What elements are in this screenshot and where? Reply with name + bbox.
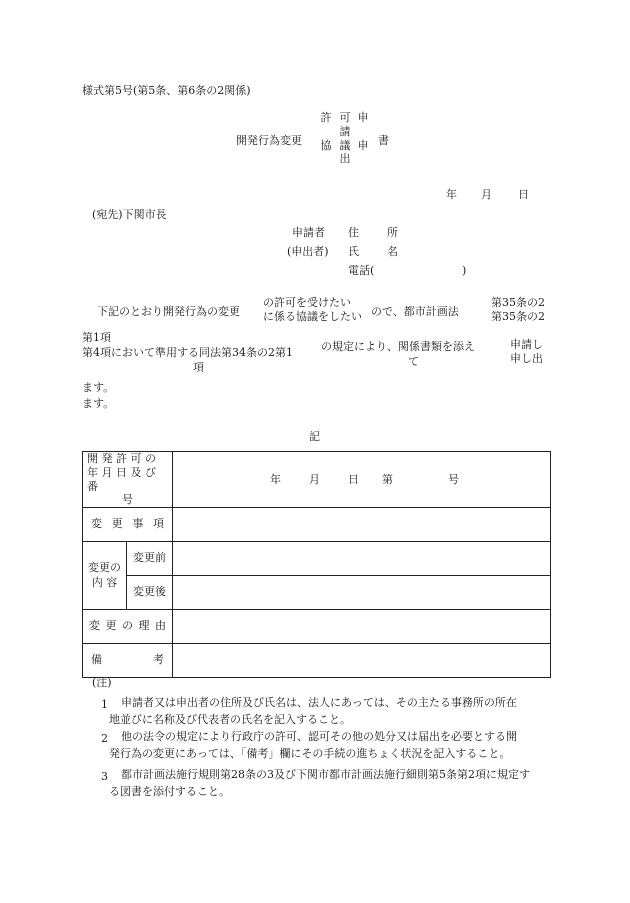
body-end-1: ます。	[82, 381, 115, 394]
addressee: (宛先)下関市長	[92, 208, 167, 221]
choice-option: の許可を受けたい	[263, 296, 351, 309]
label-char: 項	[153, 517, 165, 531]
permit-month: 月	[309, 472, 321, 486]
form-number: 様式第5号(第5条、第6条の2関係)	[82, 84, 251, 97]
name-label-1: 氏	[348, 245, 359, 258]
label-char: 事	[132, 517, 144, 531]
title-char: 請	[339, 124, 351, 138]
table-row	[83, 610, 551, 644]
note-text: 申請者又は申出者の住所及び氏名は、法人にあっては、その主たる事務所の所在	[121, 696, 517, 709]
note-item	[109, 767, 561, 800]
change-reason-cell[interactable]	[173, 610, 551, 644]
title-char: 可	[339, 111, 351, 124]
note-item	[109, 695, 561, 728]
change-content-label	[83, 542, 127, 610]
note-text: 都市計画法施行規則第28条の3及び下関市都市計画法施行細則第5条第2項に規定す	[121, 768, 530, 781]
title-char: 協	[320, 138, 332, 152]
permit-date-number-label	[83, 452, 173, 508]
record-heading: 記	[309, 430, 320, 443]
record-table	[82, 451, 551, 678]
title-char: 議	[339, 138, 351, 152]
title-choice-col-3	[355, 111, 371, 152]
change-reason-label	[83, 610, 173, 644]
label-char: 理	[138, 619, 150, 633]
choice-option: 申請し	[510, 338, 543, 351]
body-mid: ので、都市計画法	[371, 305, 459, 318]
note-number: 3	[101, 770, 108, 783]
name-label-2: 名	[387, 245, 398, 258]
label-char: 更	[105, 619, 117, 633]
before-change-label: 変更前	[127, 542, 173, 576]
note-text: 地並びに名称及び代表者の氏名を記入すること。	[109, 712, 351, 726]
title-char: 出	[339, 152, 351, 166]
phone-close: )	[462, 264, 467, 277]
body-line2b-cont: 項	[193, 361, 204, 374]
title-char: 許	[320, 111, 332, 124]
label-line: 変更の	[88, 560, 121, 574]
title-suffix: 書	[378, 134, 389, 147]
permit-day: 日	[348, 472, 360, 486]
change-item-cell[interactable]	[173, 508, 551, 542]
table-row	[83, 542, 551, 576]
label-char: 変	[91, 517, 102, 531]
choice-option: に係る協議をしたい	[263, 310, 362, 324]
choice-option: 第35条の2	[491, 310, 545, 324]
label-char: 由	[155, 619, 166, 633]
label-char: 考	[153, 653, 165, 667]
permit-go: 号	[448, 472, 460, 486]
after-change-label: 変更後	[127, 576, 173, 610]
title-prefix: 開発行為変更	[236, 134, 302, 147]
remarks-cell[interactable]	[173, 644, 551, 678]
petitioner-label: (申出者)	[287, 245, 329, 258]
label-char: 備	[91, 653, 102, 667]
title-choice-col-2	[337, 111, 353, 166]
title-choice-col-1	[318, 111, 334, 152]
before-change-cell[interactable]	[173, 542, 551, 576]
table-row	[83, 576, 551, 610]
body-choice-2	[491, 296, 545, 325]
note-number: 1	[101, 698, 108, 711]
label-char: の	[122, 619, 133, 633]
notes-heading: (注)	[92, 676, 112, 689]
permit-date-number-line	[177, 473, 546, 487]
table-row	[83, 452, 551, 508]
note-number: 2	[101, 732, 108, 745]
label-char: 変	[89, 619, 100, 633]
body-intro: 下記のとおり開発行為の変更	[97, 305, 240, 318]
table-row	[83, 508, 551, 542]
address-label-2: 所	[387, 226, 398, 239]
label-char: 更	[111, 517, 123, 531]
choice-option: 第35条の2	[491, 296, 545, 309]
remarks-label	[83, 644, 173, 678]
label-line: 内 容	[91, 575, 118, 589]
body-mid2-cont: て	[408, 355, 419, 368]
date-day: 日	[518, 188, 529, 201]
permit-date-number-cell[interactable]	[173, 452, 551, 508]
label-line: 号	[122, 493, 133, 507]
change-item-label	[83, 508, 173, 542]
title-char	[361, 125, 365, 139]
note-text: る図書を添付すること。	[109, 784, 230, 798]
note-item	[109, 729, 561, 762]
date-year: 年	[446, 188, 457, 201]
title-char	[324, 125, 328, 139]
body-choice-3	[510, 338, 543, 367]
choice-option: 申し出	[510, 352, 543, 366]
applicant-label: 申請者	[292, 226, 325, 239]
table-row	[83, 644, 551, 678]
permit-dai: 第	[382, 472, 394, 486]
body-mid2: の規定により、関係書類を添え	[321, 340, 475, 353]
title-char: 申	[357, 138, 369, 152]
title-char: 申	[357, 111, 369, 124]
body-line2a: 第1項	[82, 331, 111, 344]
date-month: 月	[481, 188, 492, 201]
permit-year: 年	[270, 472, 282, 486]
label-line: 年 月 日 及 び 番	[87, 465, 156, 493]
body-line2b: 第4項において準用する同法第34条の2第1	[82, 346, 293, 359]
after-change-cell[interactable]	[173, 576, 551, 610]
note-text: 他の法令の規定により行政庁の許可、認可その他の処分又は届出を必要とする開	[121, 730, 517, 743]
body-end-2: ます。	[82, 397, 115, 410]
phone-label: 電話(	[348, 264, 375, 277]
note-text: 発行為の変更にあっては、「備考」欄にその手続の進ちょく状況を記入すること。	[109, 746, 511, 760]
address-label-1: 住	[348, 226, 359, 239]
label-line: 開 発 許 可 の	[87, 452, 156, 465]
body-choice-1	[263, 296, 362, 325]
